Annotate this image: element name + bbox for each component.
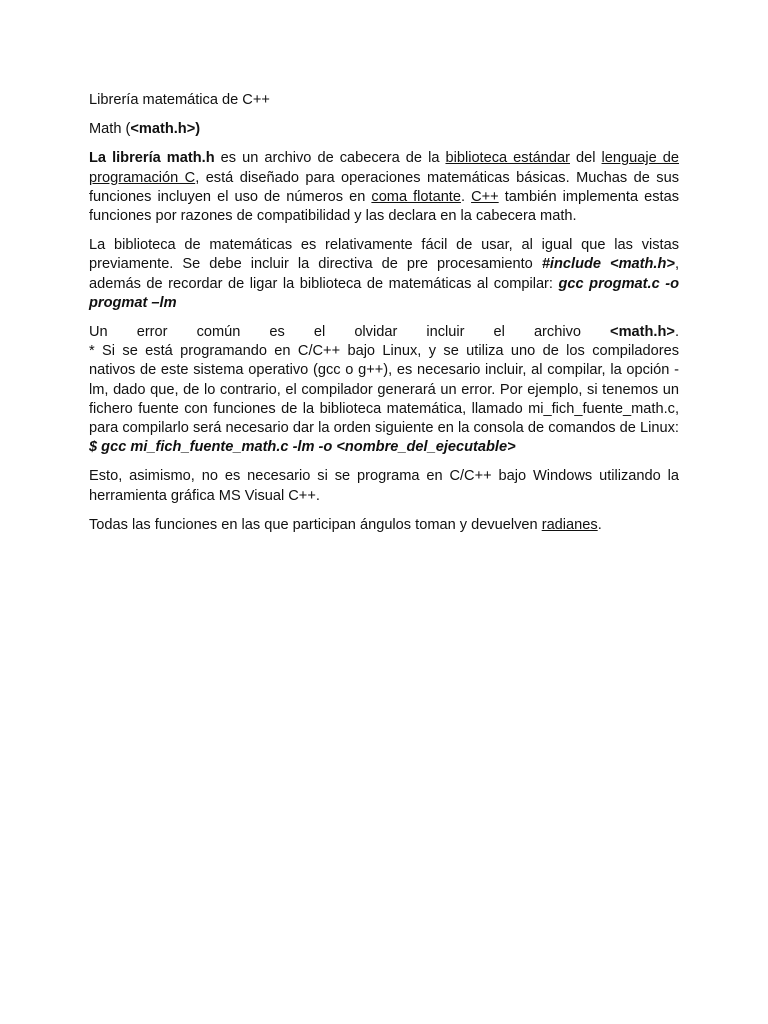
paragraph-usage: La biblioteca de matemáticas es relativamente fácil de usar, al igual que las vistas previamente. Se debe incluir la directiva de pre procesamiento #include <math.h>, además de recordar de ligar la biblioteca de matemáticas al compilar: gcc progmat.c -o progmat –lm: [89, 237, 679, 311]
paragraph-intro: La librería math.h es un archivo de cabecera de la biblioteca estándar del lenguaje de programación C, está diseñado para operaciones matemáticas básicas. Muchas de sus funciones incluyen el uso de números en coma flotante. C++ también implementa estas funciones por razones de compatibilidad y las declara en la cabecera math.: [89, 150, 680, 225]
subtitle-code: <math.h>): [130, 121, 201, 138]
document-page: [89, 91, 679, 545]
common-error-line: Un error común es el olvidar incluir el archivo <math.h>.: [89, 324, 679, 341]
subtitle-prefix: Math (: [89, 121, 131, 138]
paragraph-radians: Todas las funciones en las que participan ángulos toman y devuelven radianes.: [89, 516, 602, 533]
include-directive: #include <math.h>: [541, 256, 675, 273]
linux-command: $ gcc mi_fich_fuente_math.c -lm -o <nombre_del_ejecutable>: [89, 439, 516, 456]
compile-command: gcc progmat.c -o progmat –lm: [89, 275, 679, 311]
link-biblioteca-estandar[interactable]: biblioteca estándar: [445, 150, 570, 167]
link-lenguaje-programacion-c[interactable]: lenguaje de programación C: [89, 150, 679, 186]
link-cpp[interactable]: C++: [471, 188, 499, 205]
intro-bold-lead: La librería math.h: [89, 150, 215, 167]
linux-note: * Si se está programando en C/C++ bajo Linux, y se utiliza uno de los compiladores nativos de este sistema operativo (gcc o g++), es necesario incluir, al compilar, la opción -lm, dado que, de lo contrario, el compilador generará un error. Por ejemplo, si tenemos un fichero fuente con funciones de la biblioteca matemática, llamado mi_fich_fuente_math.c, para compilarlo será necesario dar la orden siguiente en la consola de comandos de Linux:: [89, 343, 679, 437]
link-coma-flotante[interactable]: coma flotante: [371, 188, 461, 205]
document-subtitle: [89, 120, 679, 139]
paragraph-common-error: [89, 323, 679, 457]
document-title: Librería matemática de C++: [89, 92, 270, 108]
math-h-code: <math.h>: [610, 324, 675, 341]
link-radianes[interactable]: radianes: [541, 516, 598, 533]
paragraph-windows: Esto, asimismo, no es necesario si se programa en C/C++ bajo Windows utilizando la herramienta gráfica MS Visual C++.: [89, 468, 679, 504]
